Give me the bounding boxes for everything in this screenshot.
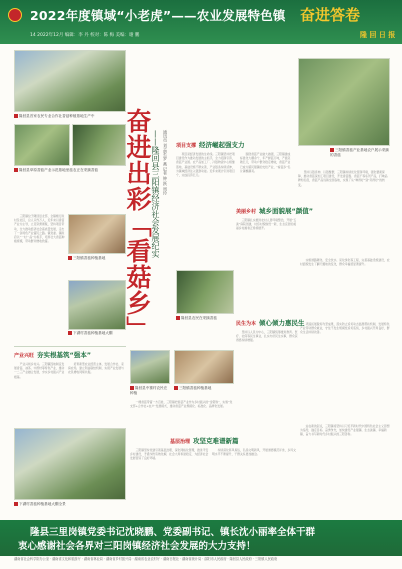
- section-heading-governance: 基层治理 攻坚克难谱新篇: [170, 437, 239, 445]
- section-heading-village: 美丽乡村 城乡面貌展“颜值”: [236, 207, 314, 215]
- caption-mid-left: 隆回县草原香菇产业示范基地里菇农正在采摘香菇: [14, 168, 126, 173]
- photo-mid-left-a: [14, 124, 70, 166]
- divider-left: [14, 346, 126, 347]
- body-text-governance-b: 持续深化移风易俗，弘扬文明新风，开展道德模范评选，乡风文明水平不断提升，干群关系更加融洽。: [212, 448, 296, 457]
- caption-right-top: 三阳镇香菇产业基地农户展示采摘的香菇: [330, 148, 389, 157]
- body-text-right-c: 巩固拓展脱贫攻坚成果，落实防止返贫动态监测帮扶机制，发展特色产业带动群众就业，守住不发生规模性返贫底线，乡村振兴开局良好，群众生活持续改善。: [300, 322, 390, 335]
- caption-center: 隆回县农民在采摘香菇: [176, 316, 234, 321]
- body-text-center-a: 项目是经济发展的生命线。三阳镇坚持把项目建设作为推动发展的主抓手，全力招商引资，香菇产业园、农产品加工厂、冷链物流中心相继落地，基础设施不断完善，产业链条持续延伸，为镇域经济注入强劲动能。近年来累计引进项目个，完成投资亿元。: [176, 152, 235, 178]
- caption-side-left: 三阳镇香菇种植基地: [68, 256, 126, 261]
- body-text-industry-a: 产业兴则乡村兴。三阳镇因地制宜发展香菇、油茶、中药材等特色产业，推动一二三产业融合发展，夯实乡村振兴产业根基。: [14, 362, 65, 379]
- photo-center: [176, 270, 234, 314]
- section-heading-project: 项目支撑 经济崛起强支力: [176, 141, 245, 149]
- headline-main: 奋进出彩「看菇乡」: [123, 108, 152, 342]
- body-text-center-b: 围绕香菇产业做大做强，三阳镇建成标准化大棚余个，年产鲜菇万吨，产值突破亿元，带动户群众稳定增收，香菇产业已成为富民强镇的支柱产业，“看菇乡”名片越擦越亮。: [240, 152, 291, 173]
- body-text-right-b: 实施道路硬化、安全饮水、亮化绿化等工程，完善基础设施建设，农村面貌发生了翻天覆地的变化，群众幸福感显著提升。: [300, 258, 390, 267]
- section-heading-livelihood: 民生为本 倾心倾力惠民生: [236, 319, 305, 327]
- footer-credits: 湖南省社会科学院办公室 · 湖南省文化和旅游厅 · 湖南省林业局 · 湖南省乡村振兴局 · 湖南省农业农村厅 · 湖南日报社 · 湖南省统计局 · 邵阳市人民政府 · 隆回县人民政府 · 三阳镇人民政府: [14, 557, 278, 561]
- photo-center-lower-a: [130, 350, 170, 384]
- emblem-icon: [8, 8, 22, 22]
- body-text-industry-b: 培育新型农业经营主体，发展合作社、家庭农场，建立利益联结机制，实现产业发展与农民增收同频共振。: [68, 362, 124, 375]
- caption-lower-left: 下湖村香菇种植基地大棚: [68, 331, 126, 336]
- photo-top-left: [14, 50, 126, 112]
- caption-center-lower-b: 三阳镇香菇种植基地: [174, 386, 234, 391]
- caption-top-left: 隆回县首家农民专业合作社香菇种植基地生产中: [14, 114, 126, 119]
- section-heading-industry: 产业兴旺 夯实根基筑“强本”: [14, 351, 92, 359]
- footer-line-1: 隆县三里岗镇党委书记沈晓鹏、党委副书记、镇长沈小丽率全体干群: [30, 527, 316, 538]
- headline-sub: ——隆回县三阳镇经济社会发展纪实: [151, 130, 160, 258]
- caption-center-lower-a: 隆回县中寨村农民在种植: [130, 386, 168, 395]
- body-text-center-c: 一棵香菇带富一方百姓，三阳镇把香菇产业作为乡村振兴的“金钥匙”，实施“党支部+合作社+农户”发展模式，推动香菇产业规模化、标准化、品牌化发展。: [130, 400, 233, 409]
- masthead-title: 2022年度镇域“小老虎”——农业发展特色镇: [30, 8, 286, 23]
- edition-label: 隆 回 日 报: [360, 31, 396, 39]
- body-text-left-a: 三阳镇位于隆回县北部，全镇辖行政村及社区，总人口约万人，近年来以香菇产业为主导，立足资源禀赋，坚持项目带动，全力推动经济社会高质量发展，走出了一条特色产业富民之路。镇党委、镇政府以“一村一品”为抓手，培育壮大香菇种植规模，带动群众增收致富。: [14, 214, 65, 244]
- photo-right-top: [298, 58, 390, 146]
- body-text-right-d: 站在新的起点，三阳镇将坚持以习近平新时代中国特色社会主义思想为指导，锚定目标、奋勇争先，加快建设产业强镇、生态美镇、幸福新镇，奋力书写新时代乡村振兴的三阳答卷。: [300, 424, 390, 437]
- photo-bottom-left: [14, 428, 126, 500]
- headline-byline: 通讯员 刘孟宏 罗 燕 记者 钟 跃 周玲: [163, 130, 168, 195]
- masthead-accent: 奋进答卷: [300, 6, 361, 24]
- masthead-subline: 14 2022年12月 编辑：李 丹 校对：陈 梅 美编：谢 鹏: [30, 33, 140, 38]
- footer-line-2: 衷心感谢社会各界对三阳岗镇经济社会发展的大力支持！: [18, 541, 256, 552]
- body-text-village: 三阳镇扎实推进农村人居环境整治，开展“五美”庭院创建，村容村貌焕然一新，生态宜居的美丽乡村画卷正徐徐展开。: [236, 218, 297, 231]
- body-text-right-a: 坚持以链延伸、以链聚群，三阳镇持续优化营商环境，强化要素保障，推动香菇深加工项目建设，开发香菇酱、香菇干等系列产品，打响品牌知名度，香菇产品远销全国各地，实现了从“种得好”到“卖得好”的转变。: [298, 170, 388, 187]
- body-text-governance-a: 三阳镇坚持党建引领基层治理，深化网格化管理，推进平安乡村建设，矛盾纠纷有效化解，社会大局和谐稳定，为经济社会发展营造了良好环境。: [130, 448, 209, 461]
- caption-bottom-left: 下湖村香菇种植基地大棚全景: [14, 502, 126, 507]
- photo-center-lower-b: [174, 350, 234, 384]
- body-text-livelihood: 坚持以人民为中心，三阳镇统筹推进教育、医疗、社保等民生事业，扎实办好民生实事，群众获得感持续增强。: [236, 330, 298, 343]
